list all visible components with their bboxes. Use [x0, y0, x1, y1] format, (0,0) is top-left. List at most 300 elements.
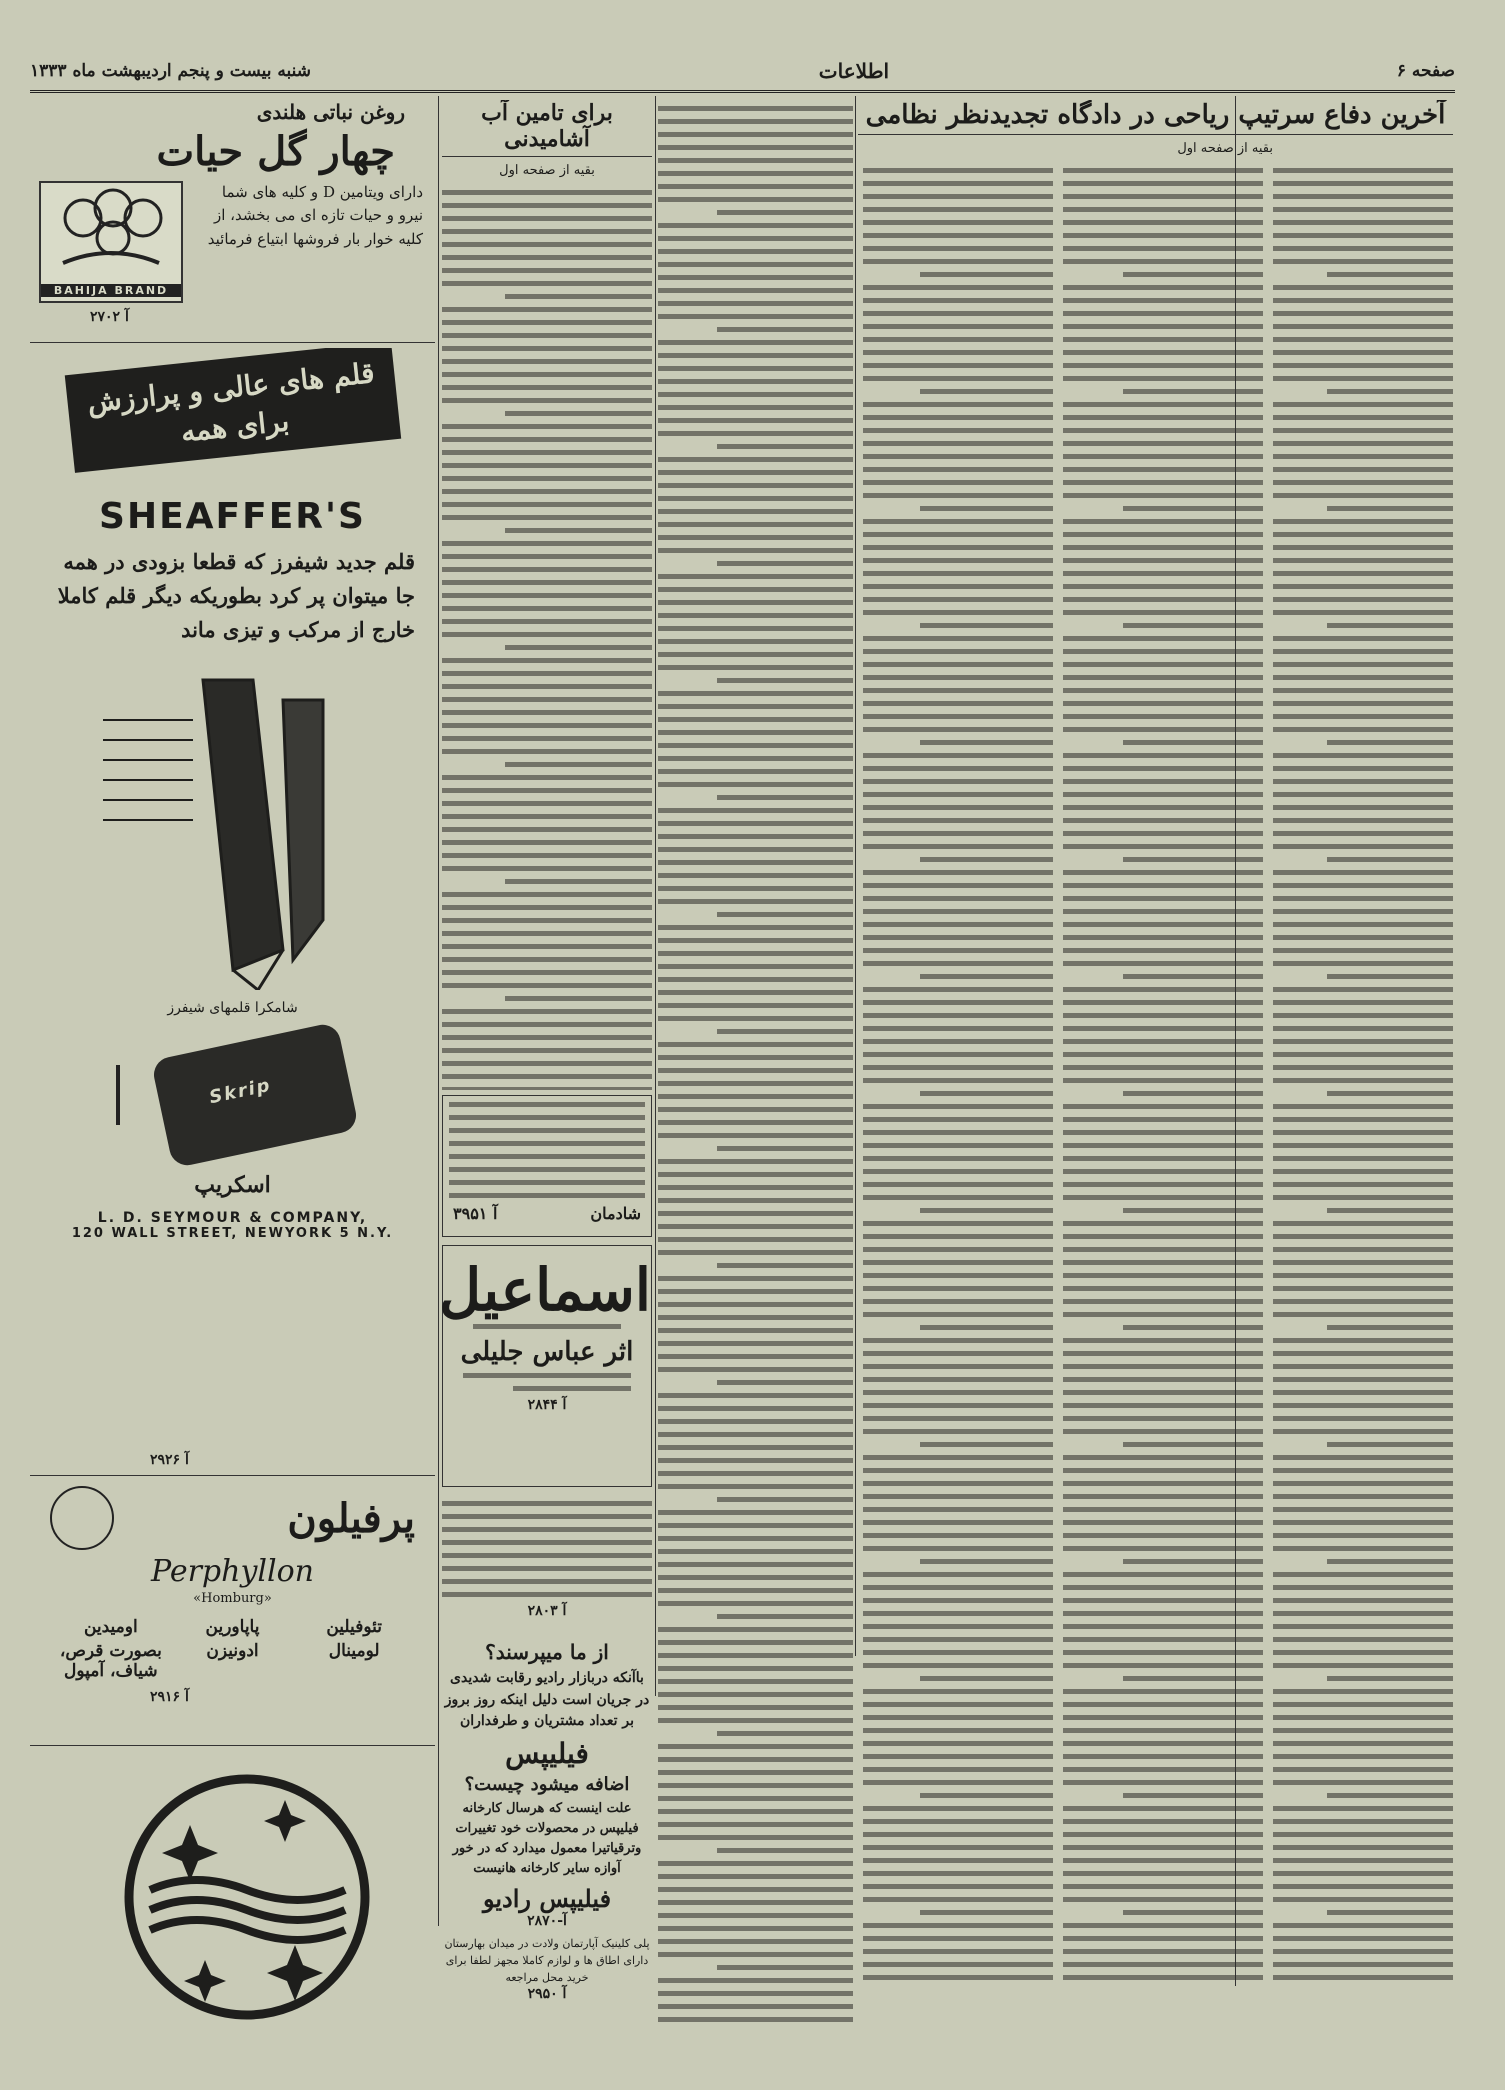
- text-line: [1063, 194, 1263, 199]
- text-line: [658, 1679, 853, 1684]
- text-line: [1273, 1481, 1453, 1486]
- water-article: [442, 100, 652, 1090]
- text-line: [717, 327, 854, 332]
- text-line: [863, 1286, 1053, 1291]
- text-line: [863, 1403, 1053, 1408]
- text-line: [1063, 662, 1263, 667]
- text-line: [1063, 1312, 1263, 1317]
- text-line: [658, 1523, 853, 1528]
- text-line: [442, 684, 652, 689]
- text-line: [1063, 1104, 1263, 1109]
- text-line: [863, 701, 1053, 706]
- text-line: [1123, 1910, 1263, 1915]
- trial-body-col3: [863, 162, 1053, 1980]
- text-line: [658, 756, 853, 761]
- text-line: [1123, 389, 1263, 394]
- text-line: [1063, 1936, 1263, 1941]
- text-line: [1273, 1637, 1453, 1642]
- text-line: [1273, 493, 1453, 498]
- text-line: [717, 1965, 854, 1970]
- text-line: [920, 1091, 1053, 1096]
- text-line: [1273, 896, 1453, 901]
- text-line: [863, 207, 1053, 212]
- text-line: [1063, 337, 1263, 342]
- text-line: [1063, 870, 1263, 875]
- text-line: [442, 281, 652, 286]
- text-line: [1273, 376, 1453, 381]
- text-line: [863, 1507, 1053, 1512]
- text-line: [920, 623, 1053, 628]
- text-line: [658, 405, 853, 410]
- text-line: [1273, 1429, 1453, 1434]
- text-line: [863, 1078, 1053, 1083]
- text-line: [658, 1211, 853, 1216]
- text-line: [1063, 844, 1263, 849]
- ink-drop-icon: [116, 1065, 150, 1125]
- text-line: [863, 1780, 1053, 1785]
- text-line: [442, 1566, 652, 1571]
- text-line: [1273, 1819, 1453, 1824]
- text-line: [1273, 909, 1453, 914]
- text-line: [442, 749, 652, 754]
- text-line: [863, 753, 1053, 758]
- ink-title: اسکریپ: [194, 1171, 271, 1198]
- text-line: [658, 171, 853, 176]
- text-line: [1063, 207, 1263, 212]
- text-line: [863, 1949, 1053, 1954]
- text-line: [442, 502, 652, 507]
- mourning-text: [443, 1096, 651, 1204]
- text-line: [442, 437, 652, 442]
- text-line: [1063, 1338, 1263, 1343]
- text-line: [1063, 1052, 1263, 1057]
- clinic-body: پلی کلینیک آپارتمان ولادت در میدان بهارستان دارای اطاق ها و لوازم کاملا مجهز لطفا برای خرید محل مراجعه: [444, 1936, 650, 1984]
- text-line: [1063, 1494, 1263, 1499]
- text-line: [1063, 766, 1263, 771]
- text-line: [658, 431, 853, 436]
- text-line: [1063, 727, 1263, 732]
- text-line: [1063, 1429, 1263, 1434]
- text-line: [863, 662, 1053, 667]
- text-line: [920, 506, 1053, 511]
- text-line: [863, 1234, 1053, 1239]
- text-line: [1063, 441, 1263, 446]
- text-line: [863, 1637, 1053, 1642]
- text-line: [658, 1926, 853, 1931]
- text-line: [863, 1806, 1053, 1811]
- text-line: [1273, 1845, 1453, 1850]
- text-line: [658, 1289, 853, 1294]
- text-line: [1063, 883, 1263, 888]
- text-line: [658, 1406, 853, 1411]
- text-line: [1273, 1013, 1453, 1018]
- text-line: [920, 272, 1053, 277]
- text-line: [1273, 1351, 1453, 1356]
- text-line: [1063, 1182, 1263, 1187]
- text-line: [1273, 961, 1453, 966]
- text-line: [658, 2017, 853, 2022]
- text-line: [1063, 909, 1263, 914]
- text-line: [1273, 1169, 1453, 1174]
- text-line: [717, 1497, 854, 1502]
- text-line: [1123, 1676, 1263, 1681]
- text-line: [863, 1598, 1053, 1603]
- text-line: [863, 1377, 1053, 1382]
- text-line: [717, 1731, 854, 1736]
- text-line: [1273, 1975, 1453, 1980]
- sheaffer-ad: [30, 348, 435, 1443]
- text-line: [863, 1585, 1053, 1590]
- text-line: [863, 1884, 1053, 1889]
- text-line: [1273, 415, 1453, 420]
- trial-body-col2: [1063, 162, 1263, 1980]
- text-line: [1063, 1871, 1263, 1876]
- text-line: [442, 268, 652, 273]
- mourning-code: آ ۳۹۵۱: [453, 1204, 498, 1223]
- text-line: [863, 1689, 1053, 1694]
- text-line: [863, 259, 1053, 264]
- text-line: [1063, 610, 1263, 615]
- flowers-icon: [43, 183, 179, 273]
- oil-ad-body: دارای ویتامین D و کلیه های شما نیرو و حیات تازه ای می بخشد، از کلیه خوار بار فروشها ابتیاع فرمائید: [207, 183, 423, 248]
- text-line: [442, 983, 652, 988]
- text-line: [863, 1195, 1053, 1200]
- philips-radio-text-ad: [442, 1640, 652, 2040]
- text-line: [863, 844, 1053, 849]
- text-line: [1273, 1650, 1453, 1655]
- text-line: [1063, 701, 1263, 706]
- sheaffer-agent: L. D. SEYMOUR & COMPANY,: [97, 1209, 368, 1226]
- text-line: [658, 873, 853, 878]
- text-line: [1063, 480, 1263, 485]
- text-line: [1273, 1221, 1453, 1226]
- text-line: [1273, 1104, 1453, 1109]
- text-line: [442, 840, 652, 845]
- text-line: [1273, 1195, 1453, 1200]
- text-line: [1273, 1832, 1453, 1837]
- text-line: [1273, 1520, 1453, 1525]
- text-line: [1273, 363, 1453, 368]
- text-line: [658, 665, 853, 670]
- text-line: [1273, 1117, 1453, 1122]
- text-line: [1273, 1572, 1453, 1577]
- text-line: [658, 1562, 853, 1567]
- text-line: [863, 831, 1053, 836]
- text-line: [863, 805, 1053, 810]
- text-line: [658, 1783, 853, 1788]
- text-line: [658, 990, 853, 995]
- text-line: [658, 1666, 853, 1671]
- text-line: [1273, 1000, 1453, 1005]
- text-line: [863, 1858, 1053, 1863]
- text-line: [442, 190, 652, 195]
- text-line: [1063, 1507, 1263, 1512]
- text-line: [863, 1832, 1053, 1837]
- text-line: [442, 1009, 652, 1014]
- text-line: [1327, 1793, 1453, 1798]
- text-line: [1063, 922, 1263, 927]
- text-line: [1273, 753, 1453, 758]
- text-line: [658, 743, 853, 748]
- text-line: [442, 1022, 652, 1027]
- text-line: [505, 411, 652, 416]
- text-line: [1063, 1533, 1263, 1538]
- text-line: [1273, 948, 1453, 953]
- text-line: [658, 704, 853, 709]
- text-line: [863, 1767, 1053, 1772]
- text-line: [442, 814, 652, 819]
- text-line: [442, 723, 652, 728]
- text-line: [1063, 935, 1263, 940]
- text-line: [863, 1663, 1053, 1668]
- text-line: [1063, 324, 1263, 329]
- text-line: [1273, 1039, 1453, 1044]
- text-line: [658, 223, 853, 228]
- text-line: [1063, 1273, 1263, 1278]
- text-line: [442, 632, 652, 637]
- text-line: [1273, 285, 1453, 290]
- text-line: [1063, 220, 1263, 225]
- text-line: [658, 1718, 853, 1723]
- text-line: [658, 1835, 853, 1840]
- radio-brand-2: فیلیپس رادیو: [482, 1883, 612, 1913]
- text-line: [1063, 1585, 1263, 1590]
- text-line: [1063, 1741, 1263, 1746]
- text-line: [863, 558, 1053, 563]
- text-line: [658, 2004, 853, 2009]
- text-line: [1063, 1975, 1263, 1980]
- text-line: [717, 795, 854, 800]
- text-line: [442, 541, 652, 546]
- text-line: [658, 769, 853, 774]
- ismail-title: اسماعیل: [439, 1256, 651, 1324]
- product-name: ادونیزن: [206, 1641, 259, 1662]
- text-line: [1273, 1273, 1453, 1278]
- text-line: [1273, 1130, 1453, 1135]
- text-line: [1273, 1390, 1453, 1395]
- text-line: [658, 1991, 853, 1996]
- text-line: [1063, 428, 1263, 433]
- text-line: [1063, 1234, 1263, 1239]
- text-line: [1063, 350, 1263, 355]
- text-line: [920, 1910, 1053, 1915]
- text-line: [1063, 1143, 1263, 1148]
- text-line: [658, 1276, 853, 1281]
- text-line: [1273, 883, 1453, 888]
- radio-question-2: اضافه میشود چیست؟: [464, 1774, 630, 1796]
- text-line: [863, 883, 1053, 888]
- text-line: [658, 288, 853, 293]
- text-line: [717, 1614, 854, 1619]
- text-line: [1063, 1858, 1263, 1863]
- text-line: [1063, 1221, 1263, 1226]
- text-line: [1273, 1689, 1453, 1694]
- text-line: [658, 1120, 853, 1125]
- text-line: [1273, 805, 1453, 810]
- text-line: [1327, 1325, 1453, 1330]
- text-line: [863, 1715, 1053, 1720]
- product-name: تئوفیلین: [326, 1617, 382, 1638]
- text-line: [658, 1887, 853, 1892]
- text-line: [1273, 1767, 1453, 1772]
- sheaffer-model: شامکرا قلمهای شیفرز: [167, 1000, 298, 1017]
- text-line: [920, 740, 1053, 745]
- text-line: [1123, 272, 1263, 277]
- text-line: [449, 1128, 645, 1133]
- text-line: [442, 476, 652, 481]
- sheaffer-brand: SHEAFFER'S: [99, 496, 366, 538]
- text-line: [863, 1611, 1053, 1616]
- text-line: [863, 870, 1053, 875]
- text-line: [1273, 1897, 1453, 1902]
- column-rule: [855, 96, 856, 1656]
- text-line: [658, 639, 853, 644]
- text-line: [658, 509, 853, 514]
- text-line: [1063, 311, 1263, 316]
- text-line: [863, 1065, 1053, 1070]
- text-line: [863, 584, 1053, 589]
- text-line: [1273, 545, 1453, 550]
- text-line: [717, 1848, 854, 1853]
- text-line: [1063, 571, 1263, 576]
- text-line: [863, 1819, 1053, 1824]
- text-line: [863, 1455, 1053, 1460]
- text-line: [658, 1536, 853, 1541]
- text-line: [1063, 779, 1263, 784]
- text-line: [863, 1351, 1053, 1356]
- text-line: [1327, 974, 1453, 979]
- text-line: [863, 1936, 1053, 1941]
- ismail-author: اثر عباس جلیلی: [460, 1337, 634, 1367]
- text-line: [1273, 1962, 1453, 1967]
- sheaffer-address: 120 WALL STREET, NEWYORK 5 N.Y.: [71, 1225, 394, 1241]
- text-line: [1063, 1039, 1263, 1044]
- text-line: [863, 1494, 1053, 1499]
- text-line: [658, 457, 853, 462]
- text-line: [863, 610, 1053, 615]
- text-line: [863, 1429, 1053, 1434]
- text-line: [1273, 1598, 1453, 1603]
- text-line: [1273, 1741, 1453, 1746]
- text-line: [658, 821, 853, 826]
- text-line: [1063, 519, 1263, 524]
- text-line: [1273, 1182, 1453, 1187]
- text-line: [658, 1796, 853, 1801]
- text-line: [1063, 467, 1263, 472]
- text-line: [863, 636, 1053, 641]
- text-line: [1273, 467, 1453, 472]
- text-line: [449, 1167, 645, 1172]
- text-line: [1123, 1442, 1263, 1447]
- text-line: [658, 119, 853, 124]
- text-line: [658, 1250, 853, 1255]
- text-line: [1273, 441, 1453, 446]
- text-line: [1273, 1377, 1453, 1382]
- text-line: [863, 935, 1053, 940]
- mourning-title: شادمان: [590, 1204, 641, 1223]
- text-line: [1063, 1598, 1263, 1603]
- text-line: [717, 1263, 854, 1268]
- text-line: [658, 1354, 853, 1359]
- text-line: [1273, 1507, 1453, 1512]
- text-line: [658, 1172, 853, 1177]
- text-line: [863, 1390, 1053, 1395]
- text-line: [658, 1341, 853, 1346]
- water-headline: برای تامین آب آشامیدنی: [442, 100, 652, 157]
- text-line: [1063, 1078, 1263, 1083]
- text-line: [658, 899, 853, 904]
- text-line: [863, 168, 1053, 173]
- text-line: [863, 1624, 1053, 1629]
- text-line: [1273, 1403, 1453, 1408]
- text-line: [863, 1754, 1053, 1759]
- text-line: [658, 860, 853, 865]
- middle-column-text: [658, 100, 853, 2090]
- text-line: [1063, 168, 1263, 173]
- text-line: [658, 808, 853, 813]
- text-line: [1273, 259, 1453, 264]
- text-line: [920, 1325, 1053, 1330]
- product-name: بصورت قرص، شیاف، آمپول: [59, 1641, 162, 1682]
- text-line: [1063, 415, 1263, 420]
- text-line: [920, 1442, 1053, 1447]
- text-line: [717, 678, 854, 683]
- text-line: [1063, 1364, 1263, 1369]
- text-line: [863, 1117, 1053, 1122]
- text-line: [658, 548, 853, 553]
- text-line: [658, 574, 853, 579]
- text-line: [863, 961, 1053, 966]
- text-line: [1063, 493, 1263, 498]
- philips-shield-icon: [120, 1770, 375, 2025]
- text-line: [1273, 1923, 1453, 1928]
- text-line: [920, 974, 1053, 979]
- text-line: [1273, 298, 1453, 303]
- text-line: [863, 766, 1053, 771]
- text-line: [863, 1520, 1053, 1525]
- text-line: [658, 483, 853, 488]
- text-line: [442, 372, 652, 377]
- text-line: [1273, 233, 1453, 238]
- text-line: [863, 1741, 1053, 1746]
- text-line: [1273, 1468, 1453, 1473]
- text-line: [1123, 857, 1263, 862]
- text-line: [658, 925, 853, 930]
- text-line: [442, 1553, 652, 1558]
- text-line: [1063, 454, 1263, 459]
- text-line: [1327, 740, 1453, 745]
- text-line: [1063, 1806, 1263, 1811]
- text-line: [863, 1143, 1053, 1148]
- text-line: [1273, 207, 1453, 212]
- text-line: [658, 145, 853, 150]
- text-line: [658, 106, 853, 111]
- text-line: [1063, 1455, 1263, 1460]
- text-line: [505, 528, 652, 533]
- text-line: [442, 1087, 652, 1090]
- text-line: [658, 535, 853, 540]
- text-line: [1273, 532, 1453, 537]
- text-line: [1063, 1169, 1263, 1174]
- text-line: [1273, 1052, 1453, 1057]
- text-line: [1273, 1702, 1453, 1707]
- text-line: [658, 1692, 853, 1697]
- text-line: [1327, 389, 1453, 394]
- trial-continued: بقیه از صفحه اول: [1177, 141, 1273, 156]
- text-line: [863, 181, 1053, 186]
- text-line: [920, 389, 1053, 394]
- text-line: [1063, 1000, 1263, 1005]
